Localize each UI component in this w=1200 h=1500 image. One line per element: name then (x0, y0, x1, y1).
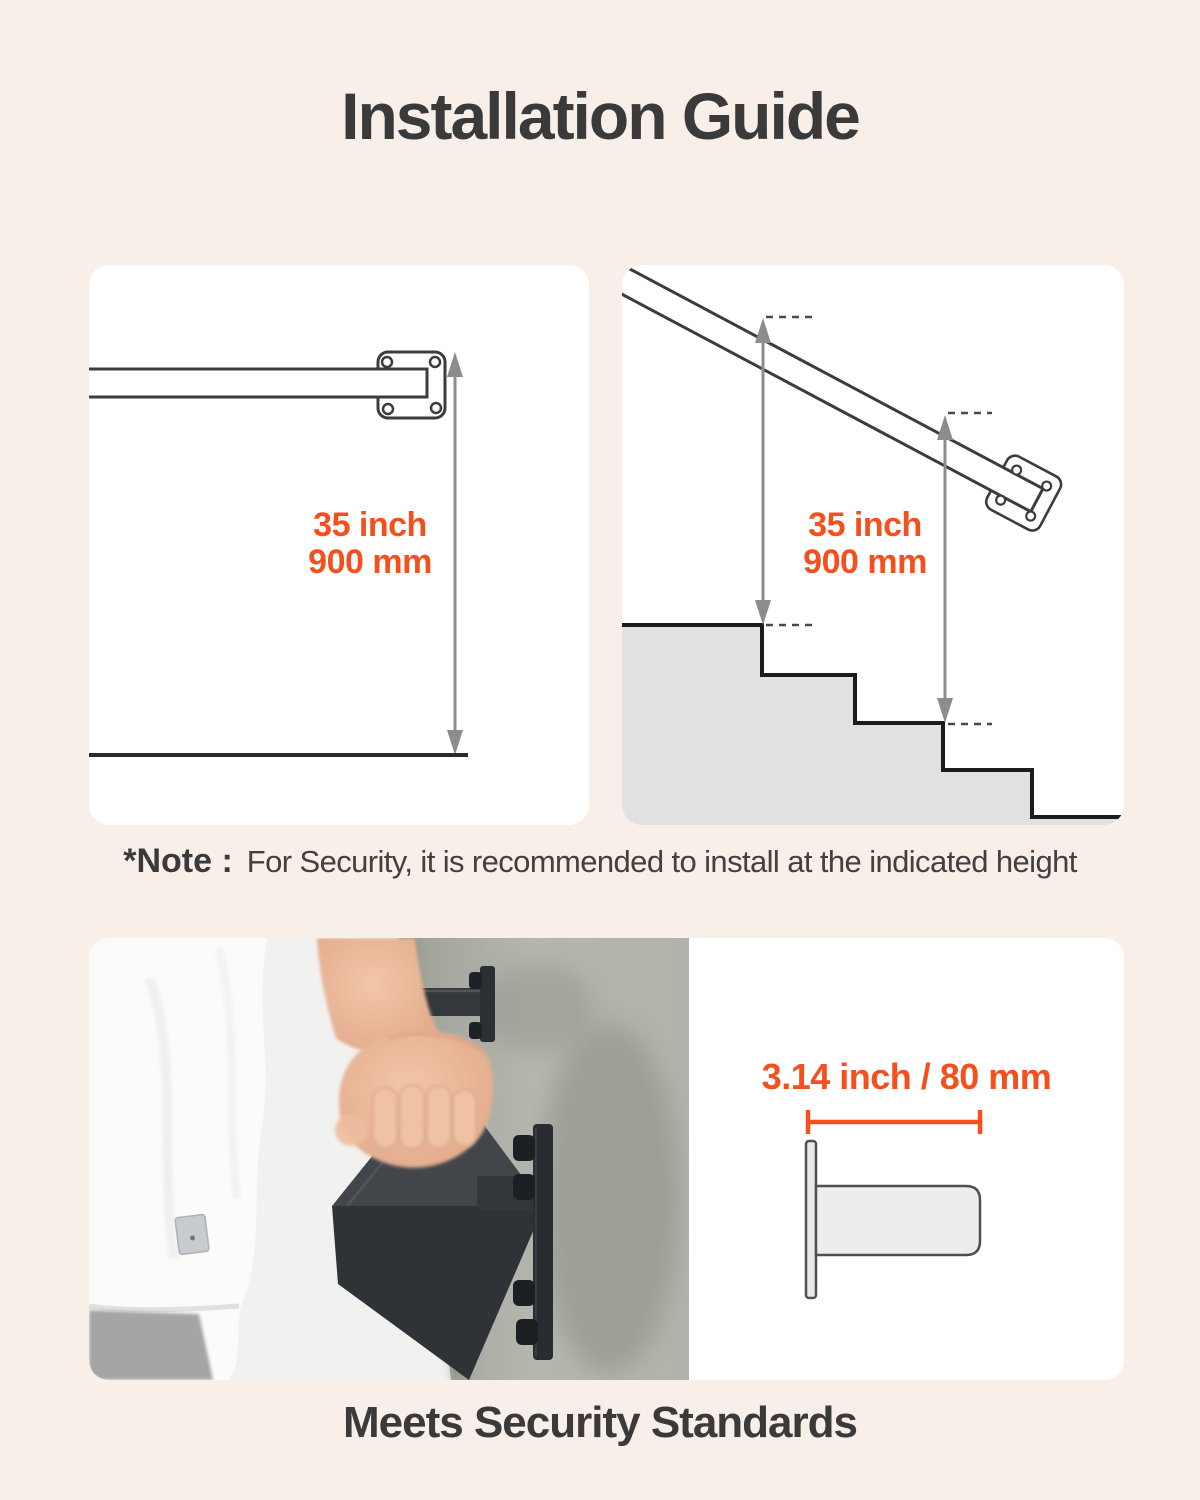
fingers (373, 1085, 476, 1149)
note (0, 842, 1200, 881)
wall-shadow-upper (484, 963, 594, 1053)
dimension-line (808, 1110, 980, 1134)
wall-mount-height-panel (89, 265, 589, 825)
bottom-card (89, 938, 1124, 1380)
stair-mount-height-panel (622, 265, 1124, 825)
side-view-plate (806, 1141, 816, 1298)
sloped-handrail (622, 265, 1064, 534)
wall-shadow (539, 1023, 679, 1373)
shirt-tag (175, 1214, 209, 1254)
bracket-measurement-label: 3.14 inch / 80 mm (761, 1056, 1052, 1097)
security-caption: Meets Security Standards (343, 1398, 857, 1447)
handrail-photo-art (89, 938, 689, 1380)
bracket-side-view (689, 1098, 1124, 1380)
page-title: Installation Guide (341, 79, 859, 153)
bracket-measurement-panel (689, 938, 1124, 1380)
handrail (89, 369, 427, 397)
handrail-photo (89, 938, 689, 1380)
wall-height-measurement: 35 inch 900 mm (308, 506, 432, 581)
stair-height-measurement: 35 inch 900 mm (803, 506, 927, 581)
note-label: *Note : (123, 842, 233, 880)
pants (89, 1310, 213, 1380)
side-view-arm (816, 1186, 980, 1255)
note-text: For Security, it is recommended to install at the indicated height (246, 844, 1077, 879)
handrail (622, 265, 1043, 512)
